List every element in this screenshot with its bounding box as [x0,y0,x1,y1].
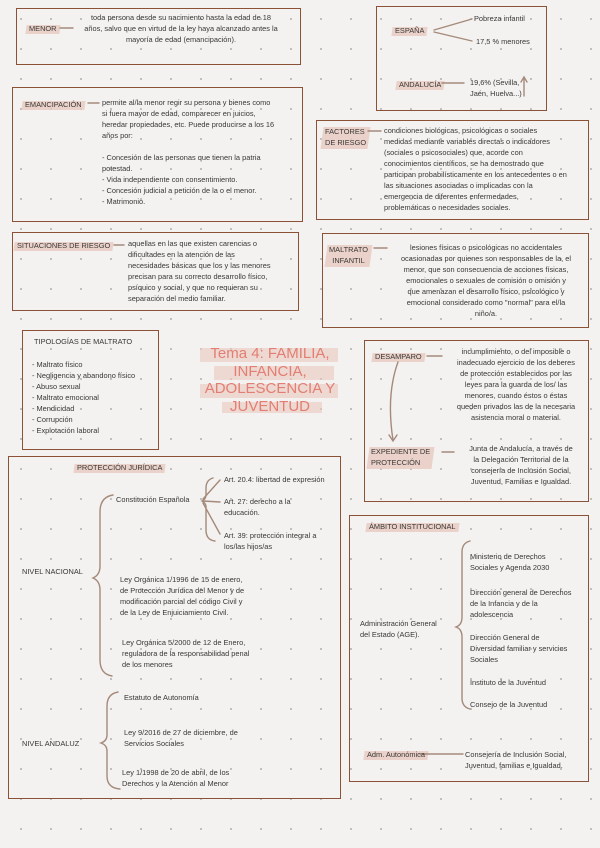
maltrato-text: lesiones físicas o psicológicas no accidentales ocasionadas por quienes son responsables de la, el menor, que son consecuencia de acciones físicas, emocionales o sexuales de comisión o omisión y que amenazan el desarrollo físico, psicológico y emocional considerado como "normal" para el/la niño/a. [400,243,572,318]
expediente-label: EXPEDIENTE DE PROTECCIÓN [368,446,433,468]
art39-text: Art. 39: protección integral a los/las hijos/as [224,531,317,551]
situaciones-label: SITUACIONES DE RIESGO [14,241,113,250]
desamparo-label: DESAMPARO [372,352,425,361]
andalucia-text: 19,6% (Sevilla, Jaén, Huelva...) [470,78,522,98]
consejo-text: Consejo de la Juventud [470,700,548,709]
tipologias-label: TIPOLOGÍAS DE MALTRATO [34,337,133,346]
maltrato-label: MALTRATO INFANTIL [326,244,371,266]
factores-label: FACTORES DE RIESGO [322,126,369,148]
andalucia-label: ANDALUCÍA [396,80,444,89]
espana-pct: 17,5 % menores [476,37,530,46]
menor-text: toda persona desde su nacimiento hasta la edad de 18 años, salvo que en virtud de la ley haya alcanzado antes la mayoría de edad (emancipación). [84,13,278,44]
expediente-text: Junta de Andalucía, a través de la Delegación Territorial de la consejería de Inclusión Social, Juventud, Familias e Igualdad. [469,444,573,486]
ley5-text: Ley Orgánica 5/2000 de 12 de Enero, reguladora de la responsabilidad penal de los menores [122,638,250,669]
constitucion-label: Constitución Española [116,495,190,504]
injuve-text: Instituto de la Juventud [470,678,547,687]
emancipacion-text: permite al/la menor regir su persona y bienes como si fuera mayor de edad, comparecer en juicios, heredar propiedades, etc. Puede producirse a los 16 años por: - Concesión de las personas que tienen la patria potestad. - Vida independiente con consentimiento. - Concesión judicial a petición de la o el menor. - Matrimonio. [102,98,275,206]
consejeria-text: Consejería de Inclusión Social, Juventud, familias e Igualdad. [465,750,567,770]
ley9-text: Ley 9/2016 de 27 de diciembre, de Servicios Sociales [124,728,238,748]
proteccion-label: PROTECCIÓN JURÍDICA [74,463,165,472]
estatuto-text: Estatuto de Autonomía [124,693,199,702]
dg-infancia-text: Dirección general de Derechos de la Infancia y de la adolescencia [470,588,572,619]
ley7-text: Ley 1/1998 de 20 de abril, de los Derechos y la Atención al Menor [122,768,230,788]
age-label: Administración General del Estado (AGE). [360,619,437,639]
ambito-label: ÁMBITO INSTITUCIONAL [366,522,459,531]
espana-label: ESPAÑA [392,26,427,35]
desamparo-text: incumplimiento, o del imposible o inadecuado ejercicio de los deberes de protección establecidos por las leyes para la guarda de los/ las menores, cuando éstos o éstas queden privados las de la necesaria asistencia moral o material. [456,347,576,422]
nivel-andaluz-label: NIVEL ANDALUZ [22,739,80,748]
adm-auto-label: Adm. Autonómica [364,750,428,759]
page-title: Tema 4: FAMILIA, INFANCIA, ADOLESCENCIA Y JUVENTUD [190,345,350,415]
espana-pobreza: Pobreza infantil [474,14,525,23]
tipologias-items: - Maltrato físico - Negligencia y abandono físico - Abuso sexual - Maltrato emocional - Mendicidad - Corrupción - Explotación laboral [32,360,136,435]
art20-text: Art. 20.4: libertad de expresión [224,475,325,484]
factores-text: condiciones biológicas, psicológicas o sociales medidas mediante variables directas o indicadores (sociales o psicosociales) que, acorde con conocimientos científicos, se ha demostrado que participan probabilísticamente en los antecedentes o en las situaciones asociadas o implicadas con la emergencia de diferentes enfermedades, problemáticas o necesidades sociales. [384,126,567,212]
dg-diversidad-text: Dirección General de Diversidad familiar y servicios Sociales [470,633,568,664]
emancipacion-label: EMANCIPACIÓN [22,100,85,109]
menor-label: MENOR [26,24,60,33]
nivel-nacional-label: NIVEL NACIONAL [22,567,83,576]
ley1-text: Ley Orgánica 1/1996 de 15 de enero, de Protección Jurídica del Menor y de modificación parcial del código Civil y de la Ley de Enjuiciamiento Civil. [120,575,245,617]
situaciones-text: aquellas en las que existen carencias o dificultades en la atención de las necesidades básicas que los y las menores precisan para su correcto desarrollo físico, psíquico y social, y que no requieran su separación del medio familiar. [128,239,271,303]
ministerio-text: Ministerio de Derechos Sociales y Agenda 2030 [470,552,550,572]
art27-text: Art. 27: derecho a la educación. [224,497,291,517]
